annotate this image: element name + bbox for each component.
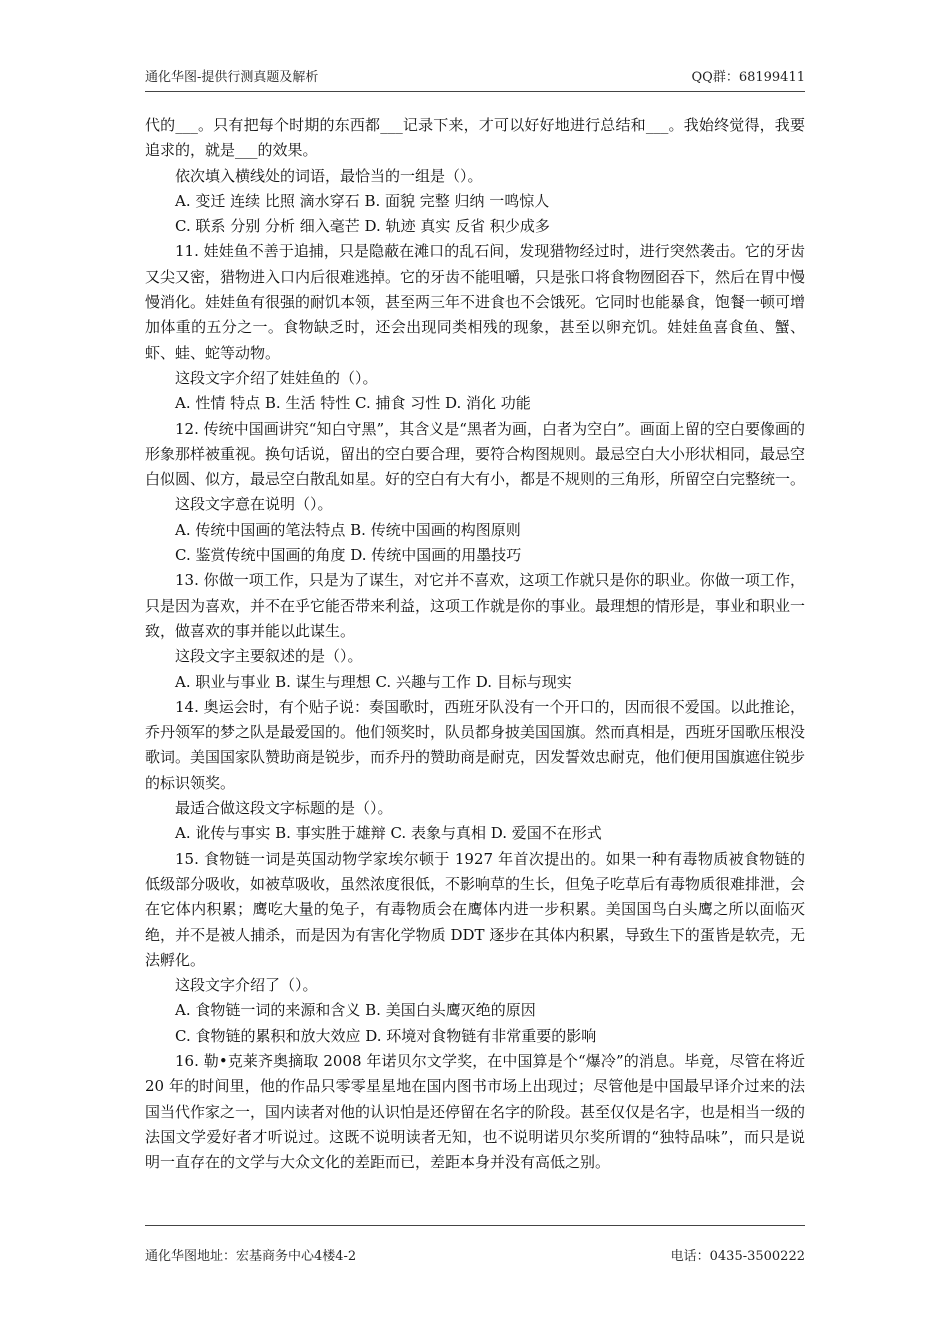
paragraph: 最适合做这段文字标题的是（）。: [175, 799, 393, 818]
paragraph: A. 性情 特点 B. 生活 特性 C. 捕食 习性 D. 消化 功能: [175, 394, 531, 413]
paragraph: 11. 娃娃鱼不善于追捕，只是隐蔽在滩口的乱石间，发现猎物经过时，进行突然袭击。它的牙齿又尖又密，猎物进入口内后很难逃掉。它的牙齿不能咀嚼，只是张口将食物囫囵吞下，然后在胃中慢慢消化。娃娃鱼有很强的耐饥本领，甚至两三年不进食也不会饿死。它同时也能暴食，饱餐一顿可增加体重的五分之一。食物缺乏时，还会出现同类相残的现象，甚至以卵充饥。娃娃鱼喜食鱼、蟹、虾、蛙、蛇等动物。: [145, 242, 805, 362]
paragraph: 12. 传统中国画讲究“知白守黑”，其含义是“黑者为画，白者为空白”。画面上留的空白要像画的形象那样被重视。换句话说，留出的空白要合理，要符合构图规则。最忌空白大小形状相同，最忌空白似圆、似方，最忌空白散乱如星。好的空白有大有小，都是不规则的三角形，所留空白完整统一。: [145, 419, 805, 489]
paragraph: C. 鉴赏传统中国画的角度 D. 传统中国画的用墨技巧: [175, 546, 522, 565]
paragraph: C. 联系 分别 分析 细入毫芒 D. 轨迹 真实 反省 积少成多: [175, 217, 550, 236]
paragraph: 这段文字意在说明（）。: [175, 495, 333, 514]
footer-address: 通化华图地址：宏基商务中心4楼4-2: [145, 1249, 357, 1264]
paragraph: 这段文字介绍了娃娃鱼的（）。: [175, 368, 378, 387]
paragraph: C. 食物链的累积和放大效应 D. 环境对食物链有非常重要的影响: [175, 1026, 597, 1045]
paragraph: A. 职业与事业 B. 谋生与理想 C. 兴趣与工作 D. 目标与现实: [175, 672, 572, 691]
paragraph: 15. 食物链一词是英国动物学家埃尔顿于 1927 年首次提出的。如果一种有毒物质被食物链的低级部分吸收，如被草吸收，虽然浓度很低，不影响草的生长，但兔子吃草后有毒物质很难排泄，会在它体内积累；鹰吃大量的兔子，有毒物质会在鹰体内进一步积累。美国国鸟白头鹰之所以面临灭绝，并不是被人捕杀，而是因为有害化学物质 DDT 逐步在其体内积累，导致生下的蛋皆是软壳，无法孵化。: [145, 849, 805, 969]
page-footer: [145, 1245, 805, 1267]
paragraph: 这段文字介绍了（）。: [175, 976, 318, 995]
paragraph: 依次填入横线处的词语，最恰当的一组是（）。: [175, 166, 483, 185]
page-header: [145, 66, 805, 88]
paragraph: 16. 勒•克莱齐奥摘取 2008 年诺贝尔文学奖，在中国算是个“爆冷”的消息。毕竟，尽管在将近 20 年的时间里，他的作品只零零星星地在国内图书市场上出现过；尽管他是中国最早译介过来的法国当代作家之一，国内读者对他的认识怕是还停留在名字的阶段。甚至仅仅是名字，也是相当一级的法国文学爱好者才听说过。这既不说明读者无知，也不说明诺贝尔奖所谓的“独特品味”，而只是说明一直存在的文学与大众文化的差距而已，差距本身并没有高低之别。: [145, 1051, 805, 1172]
header-qq-group: QQ群：68199411: [691, 70, 805, 85]
header-title: 通化华图-提供行测真题及解析: [145, 70, 319, 85]
header-divider: [145, 91, 805, 92]
paragraph: A. 食物链一词的来源和含义 B. 美国白头鹰灭绝的原因: [175, 1001, 536, 1020]
paragraph: 代的___。只有把每个时期的东西都___记录下来，才可以好好地进行总结和___。我始终觉得，我要追求的，就是___的效果。: [145, 116, 805, 160]
paragraph: 13. 你做一项工作，只是为了谋生，对它并不喜欢，这项工作就只是你的职业。你做一项工作，只是因为喜欢，并不在乎它能否带来利益，这项工作就是你的事业。最理想的情形是，事业和职业一致，做喜欢的事并能以此谋生。: [145, 571, 805, 640]
footer-phone: 电话：0435-3500222: [670, 1249, 805, 1264]
paragraph: A. 讹传与事实 B. 事实胜于雄辩 C. 表象与真相 D. 爱国不在形式: [175, 824, 602, 843]
paragraph: A. 传统中国画的笔法特点 B. 传统中国画的构图原则: [175, 520, 521, 539]
paragraph: A. 变迁 连续 比照 滴水穿石 B. 面貌 完整 归纳 一鸣惊人: [175, 191, 550, 210]
document-body: [145, 113, 805, 1218]
paragraph: 这段文字主要叙述的是（）。: [175, 647, 363, 666]
paragraph: 14. 奥运会时，有个贴子说：奏国歌时，西班牙队没有一个开口的，因而很不爱国。以此推论，乔丹领军的梦之队是最爱国的。他们领奖时，队员都身披美国国旗。然而真相是，西班牙国歌压根没歌词。美国国家队赞助商是锐步，而乔丹的赞助商是耐克，因发誓效忠耐克，他们便用国旗遮住锐步的标识领奖。: [145, 697, 805, 792]
footer-divider: [145, 1225, 805, 1226]
